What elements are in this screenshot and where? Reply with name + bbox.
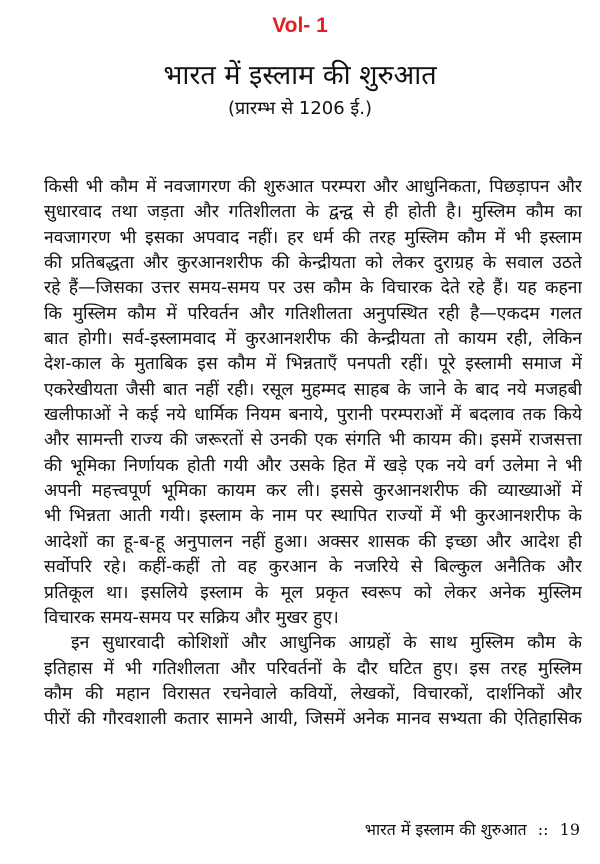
page-footer [365, 818, 580, 840]
text-line: खलीफाओं ने कई नये धार्मिक नियम बनाये, पुरानी परम्पराओं में बदलाव तक किये [44, 405, 582, 426]
page-number: 19 [559, 820, 580, 839]
text-line: एकरेखीयता जैसी बात नहीं रही। रसूल मुहम्मद साहब के जाने के बाद नये मजहबी [44, 379, 582, 400]
text-line: कि मुस्लिम कौम में परिवर्तन और गतिशीलता अनुपस्थित रही है—एकदम गलत [44, 303, 582, 324]
text-line: इन सुधारवादी कोशिशों और आधुनिक आग्रहों के साथ मुस्लिम कौम के [71, 633, 582, 654]
text-line: किसी भी कौम में नवजागरण की शुरुआत परम्परा और आधुनिकता, पिछड़ापन और [44, 177, 582, 197]
text-line: रहे हैं—जिसका उत्तर समय-समय पर उस कौम के विचारक देते रहे हैं। यह कहना [44, 278, 582, 299]
text-line: और सामन्ती राज्य की जरूरतों से उनकी एक संगति भी कायम की। इसमें राजसत्ता [44, 430, 582, 451]
footer-separator: :: [537, 820, 549, 839]
text-line: की प्रतिबद्धता और कुरआनशरीफ की केन्द्रीयता को लेकर दुराग्रह के सवाल उठते [44, 253, 582, 274]
text-line: देश-काल के मुताबिक इस कौम में भिन्नताएँ पनपती रहीं। पूरे इस्लामी समाज में [44, 354, 582, 375]
text-line: प्रतिकूल था। इसलिये इस्लाम के मूल प्रकृत स्वरूप को लेकर अनेक मुस्लिम [44, 582, 582, 603]
text-line: इतिहास में भी गतिशीलता और परिवर्तनों के दौर घटित हुए। इस तरह मुस्लिम [44, 658, 582, 679]
text-line: नवजागरण भी इसका अपवाद नहीं। हर धर्म की तरह मुस्लिम कौम में भी इस्लाम [44, 227, 582, 248]
running-title: भारत में इस्लाम की शुरुआत [364, 820, 527, 839]
chapter-subtitle: (प्रारम्भ से 1206 ई.) [227, 98, 373, 119]
text-line: पीरों की गौरवशाली कतार सामने आयी, जिसमें अनेक मानव सभ्यता की ऐतिहासिक [44, 709, 582, 730]
text-line: सर्वोपरि रहे। कहीं-कहीं तो वह कुरआन के नजरिये से बिल्कुल अनैतिक और [44, 557, 582, 578]
text-line: बात होगी। सर्व-इस्लामवाद में कुरआनशरीफ की केन्द्रीयता तो कायम रही, लेकिन [44, 329, 582, 350]
text-line: अपनी महत्त्वपूर्ण भूमिका कायम कर ली। इससे कुरआनशरीफ की व्याख्याओं में [44, 481, 582, 502]
text-line: आदेशों का हू-ब-हू अनुपालन नहीं हुआ। अक्सर शासक की इच्छा और आदेश ही [44, 531, 582, 552]
text-line: विचारक समय-समय पर सक्रिय और मुखर हुए। [44, 607, 339, 628]
text-line: सुधारवाद तथा जड़ता और गतिशीलता के द्वन्द्व से ही होती है। मुस्लिम कौम का [44, 202, 582, 223]
text-line: की भूमिका निर्णायक होती गयी और उसके हित में खड़े एक नये वर्ग उलेमा ने भी [44, 455, 582, 476]
body-text [44, 175, 582, 733]
text-line: भी भिन्नता आती गयी। इस्लाम के नाम पर स्थापित राज्यों में भी कुरआनशरीफ के [44, 506, 582, 527]
chapter-title: भारत में इस्लाम की शुरुआत [163, 60, 437, 91]
text-line: कौम की महान विरासत रचनेवाले कवियों, लेखकों, विचारकों, दार्शनिकों और [44, 683, 582, 704]
volume-label: Vol- 1 [272, 14, 328, 37]
